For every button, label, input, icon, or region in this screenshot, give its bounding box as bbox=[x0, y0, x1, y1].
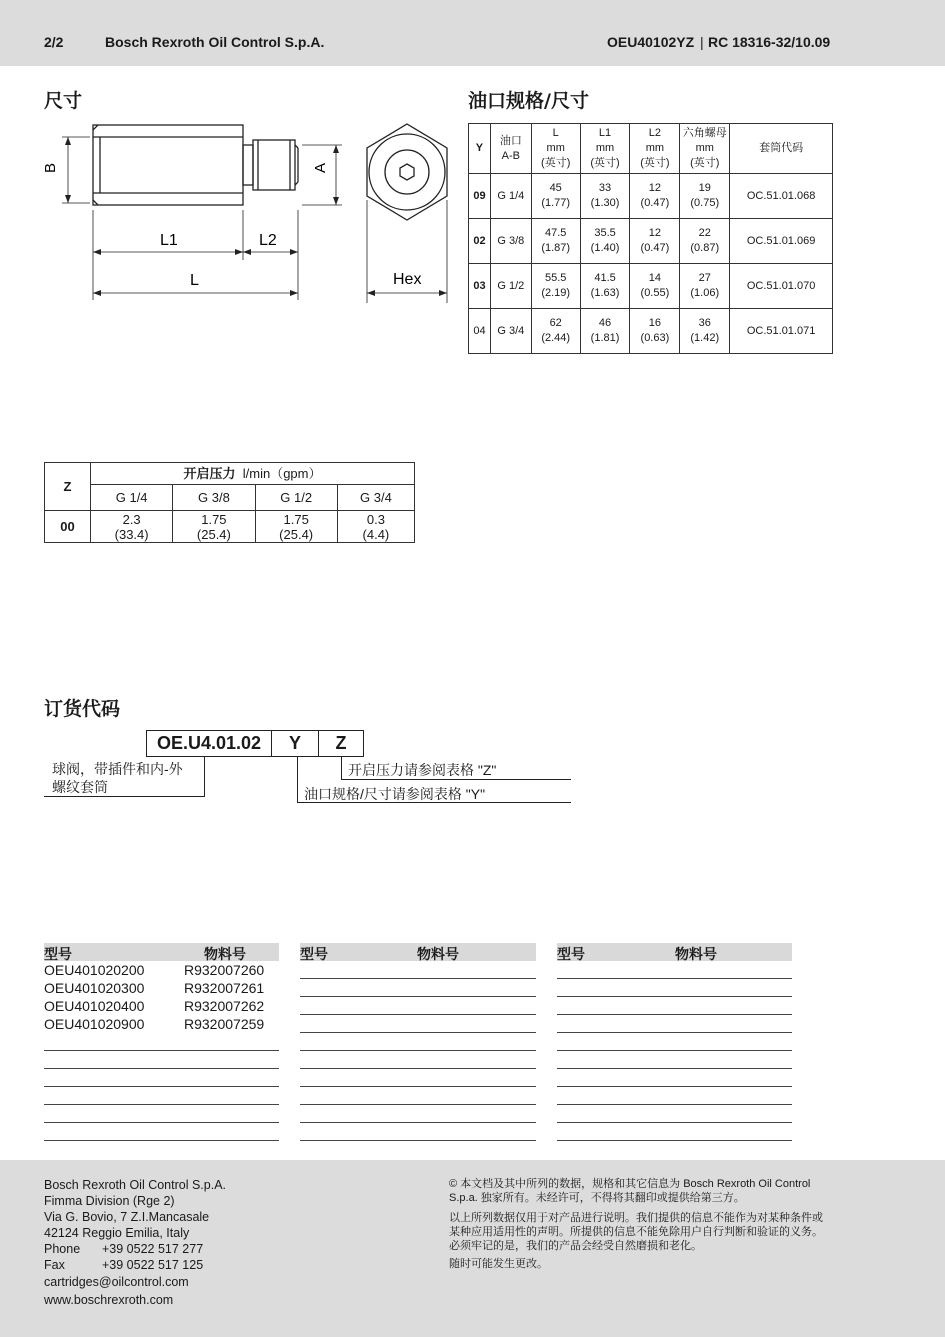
value-cell: 1.75 (25.4) bbox=[255, 511, 337, 543]
page-footer bbox=[0, 1160, 945, 1337]
value-cell: 2.3 (33.4) bbox=[91, 511, 173, 543]
parts-list bbox=[44, 961, 264, 1033]
doc-reference-2: RC 18316-32/10.09 bbox=[708, 34, 831, 50]
row-hex: 19 (0.75) bbox=[680, 174, 730, 219]
row-l1: 41.5 (1.63) bbox=[580, 264, 630, 309]
change-notice: 随时可能发生更改。 bbox=[449, 1258, 548, 1270]
header-hex: 六角螺母 mm (英寸) bbox=[680, 124, 730, 174]
website-link[interactable]: www.boschrexroth.com bbox=[44, 1293, 174, 1307]
header-z: Z bbox=[45, 463, 91, 511]
row-code: OC.51.01.070 bbox=[730, 264, 833, 309]
port-dimension-table bbox=[468, 123, 833, 354]
order-code-box: OE.U4.01.02 bbox=[146, 730, 272, 757]
row-l2: 12 (0.47) bbox=[630, 219, 680, 264]
header-y: Y bbox=[469, 124, 491, 174]
header-l1: L1 mm (英寸) bbox=[580, 124, 630, 174]
dimension-drawing bbox=[40, 115, 360, 310]
row-l: 62 (2.44) bbox=[531, 309, 580, 354]
pressure-header: 开启压力 l/min（gpm） bbox=[91, 463, 415, 485]
header-l: L mm (英寸) bbox=[531, 124, 580, 174]
label-hex: Hex bbox=[393, 271, 422, 288]
row-l1: 33 (1.30) bbox=[580, 174, 630, 219]
list-item: OEU401020400 R932007262 bbox=[44, 998, 265, 1014]
port-table-title: 油口规格/尺寸 bbox=[468, 90, 589, 112]
table-row bbox=[469, 264, 833, 309]
row-l: 55.5 (2.19) bbox=[531, 264, 580, 309]
email-link[interactable]: cartridges@oilcontrol.com bbox=[44, 1275, 189, 1289]
copyright-notice: © 本文档及其中所列的数据，规格和其它信息为 Bosch Rexroth Oil Control S.p.a. 独家所有。未经许可，不得将其翻印或提供给第三方。 bbox=[449, 1178, 811, 1204]
row-l2: 16 (0.63) bbox=[630, 309, 680, 354]
row-code: OC.51.01.068 bbox=[730, 174, 833, 219]
disclaimer: 以上所列数据仅用于对产品进行说明。我们提供的信息不能作为对某种条件或 某种应用适用性的声明。所提供的信息不能免除用户自行判断和验证的义务。 必须牢记的是，我们的产品会经受自然磨损和老化。 bbox=[449, 1212, 823, 1252]
row-l1: 35.5 (1.40) bbox=[580, 219, 630, 264]
y-note: 油口规格/尺寸请参阅表格 "Y" bbox=[304, 786, 486, 802]
row-port: G 3/8 bbox=[490, 219, 531, 264]
row-y: 09 bbox=[469, 174, 491, 219]
page-header bbox=[0, 0, 945, 66]
table-row bbox=[469, 309, 833, 354]
row-port: G 1/4 bbox=[490, 174, 531, 219]
row-label: 00 bbox=[45, 511, 91, 543]
z-note: 开启压力请参阅表格 "Z" bbox=[348, 762, 497, 778]
value-cell: 1.75 (25.4) bbox=[173, 511, 255, 543]
row-hex: 22 (0.87) bbox=[680, 219, 730, 264]
ordering-title: 订货代码 bbox=[44, 698, 121, 720]
row-l2: 12 (0.47) bbox=[630, 174, 680, 219]
list-item: OEU401020200 R932007260 bbox=[44, 962, 265, 978]
header-l2: L2 mm (英寸) bbox=[630, 124, 680, 174]
doc-reference: OEU40102YZ bbox=[607, 34, 695, 50]
row-port: G 1/2 bbox=[490, 264, 531, 309]
table-row bbox=[469, 174, 833, 219]
company-name: Bosch Rexroth Oil Control S.p.A. bbox=[105, 34, 325, 50]
parts-header-2: 型号 物料号 bbox=[300, 943, 536, 961]
company-address: Bosch Rexroth Oil Control S.p.A. Fimma Division (Rge 2) Via G. Bovio, 7 Z.I.Mancasale 42124 Reggio Emilia, Italy Phone +39 0522 517 277 Fax +39 0522 517 125 bbox=[44, 1178, 227, 1272]
parts-header-1: 型号 物料号 bbox=[44, 943, 279, 961]
order-z-box: Z bbox=[319, 730, 364, 757]
label-b: B bbox=[42, 162, 59, 173]
header-code: 套筒代码 bbox=[730, 124, 833, 174]
list-item: OEU401020300 R932007261 bbox=[44, 980, 265, 996]
row-l2: 14 (0.55) bbox=[630, 264, 680, 309]
row-hex: 27 (1.06) bbox=[680, 264, 730, 309]
page-number: 2/2 bbox=[44, 34, 64, 50]
cracking-pressure-table bbox=[44, 462, 415, 543]
col-header: G 1/4 bbox=[91, 485, 173, 511]
row-y: 02 bbox=[469, 219, 491, 264]
col-header: G 3/4 bbox=[337, 485, 414, 511]
row-y: 03 bbox=[469, 264, 491, 309]
label-l1: L1 bbox=[160, 232, 178, 249]
row-l1: 46 (1.81) bbox=[580, 309, 630, 354]
doc-divider: | bbox=[700, 34, 704, 50]
order-description: 球阀，带插件和内-外 螺纹套筒 bbox=[52, 761, 183, 795]
dimensions-title: 尺寸 bbox=[44, 90, 83, 112]
row-code: OC.51.01.071 bbox=[730, 309, 833, 354]
table-row bbox=[45, 511, 415, 543]
row-y: 04 bbox=[469, 309, 491, 354]
value-cell: 0.3 (4.4) bbox=[337, 511, 414, 543]
header-port: 油口 A-B bbox=[490, 124, 531, 174]
col-header: G 1/2 bbox=[255, 485, 337, 511]
table-row bbox=[469, 219, 833, 264]
label-l2: L2 bbox=[259, 232, 277, 249]
row-port: G 3/4 bbox=[490, 309, 531, 354]
label-a: A bbox=[312, 162, 329, 173]
order-y-box: Y bbox=[272, 730, 319, 757]
hex-end-view bbox=[355, 118, 465, 308]
list-item: OEU401020900 R932007259 bbox=[44, 1016, 265, 1032]
col-header: G 3/8 bbox=[173, 485, 255, 511]
row-l: 45 (1.77) bbox=[531, 174, 580, 219]
parts-header-3: 型号 物料号 bbox=[557, 943, 792, 961]
row-l: 47.5 (1.87) bbox=[531, 219, 580, 264]
row-code: OC.51.01.069 bbox=[730, 219, 833, 264]
label-l: L bbox=[190, 272, 199, 289]
row-hex: 36 (1.42) bbox=[680, 309, 730, 354]
